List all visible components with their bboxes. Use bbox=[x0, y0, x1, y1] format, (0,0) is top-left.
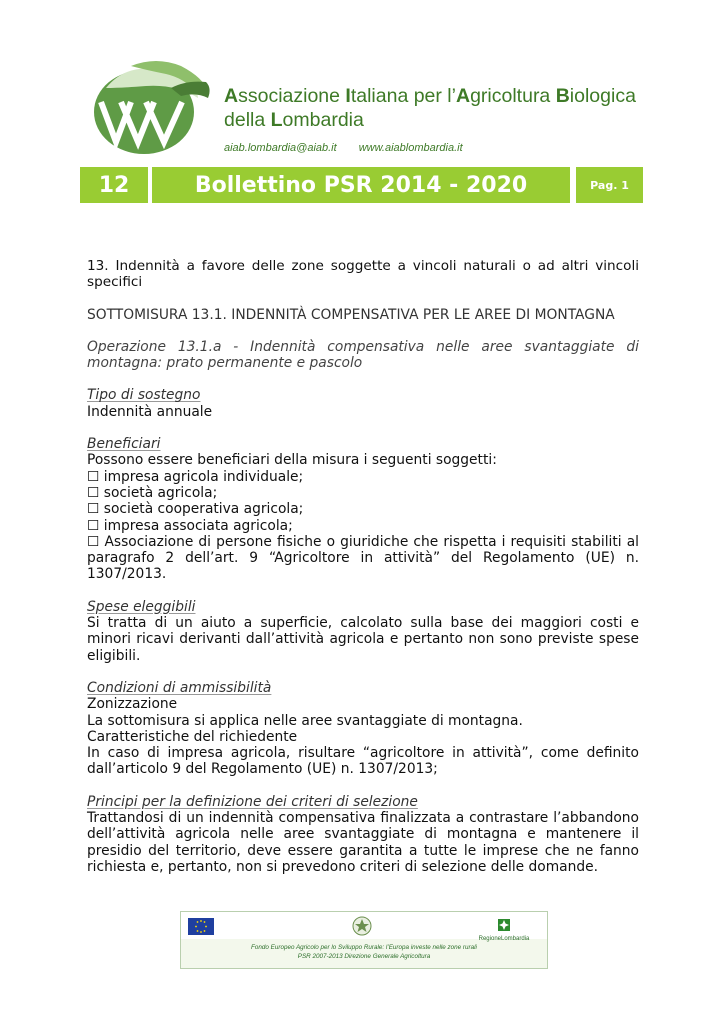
zoning-label: Zonizzazione bbox=[87, 696, 178, 713]
funding-footer bbox=[180, 911, 548, 969]
italian-republic-emblem-icon bbox=[352, 916, 372, 936]
regione-lombardia-logo bbox=[469, 916, 539, 942]
beneficiary-item: ☐ impresa associata agricola; bbox=[87, 517, 293, 534]
document-body bbox=[87, 258, 639, 875]
website-link[interactable]: www.aiablombardia.it bbox=[358, 142, 463, 154]
checkbox-icon: ☐ bbox=[87, 484, 100, 501]
bulletin-title: Bollettino PSR 2014 - 2020 bbox=[152, 167, 570, 203]
applicant-text: In caso di impresa agricola, risultare “agricoltore in attività”, come definito dall’articolo 9 del Regolamento (UE) n. 1307/2013; bbox=[87, 745, 639, 778]
eligible-costs-text: Si tratta di un aiuto a superficie, calcolato sulla base dei maggiori costi e minori ricavi derivanti dall’attività agricola e pertanto non sono previste spese eligibili. bbox=[87, 615, 639, 664]
beneficiary-item: ☐ Associazione di persone fisiche o giuridiche che rispetta i requisiti stabiliti al paragrafo 2 dell’art. 9 “Agricoltore in attività” del Regolamento (UE) n. 1307/2013. bbox=[87, 533, 639, 583]
operation-title: Operazione 13.1.a - Indennità compensativa nelle aree svantaggiate di montagna: prato permanente e pascolo bbox=[87, 338, 639, 372]
organization-header bbox=[224, 84, 664, 154]
beneficiary-item: ☐ impresa agricola individuale; bbox=[87, 468, 304, 485]
applicant-label: Caratteristiche del richiedente bbox=[87, 728, 298, 745]
eligible-costs-heading: Spese eleggibili bbox=[87, 598, 196, 615]
checkbox-icon: ☐ bbox=[87, 468, 100, 485]
checkbox-icon: ☐ bbox=[87, 517, 100, 534]
checkbox-icon: ☐ bbox=[87, 533, 100, 550]
regione-lombardia-icon bbox=[498, 919, 510, 931]
aiab-logo bbox=[86, 58, 216, 156]
funding-statement: Fondo Europeo Agricolo per lo Sviluppo Rurale: l’Europa investe nelle zone rurali PSR 2007-2013 Direzione Generale Agricoltura bbox=[251, 944, 477, 960]
conditions-heading: Condizioni di ammissibilità bbox=[87, 679, 272, 696]
issue-number: 12 bbox=[80, 167, 148, 203]
region-name: RegioneLombardia bbox=[478, 936, 530, 942]
email-link[interactable]: aiab.lombardia@aiab.it bbox=[224, 142, 337, 154]
selection-heading: Principi per la definizione dei criteri di selezione bbox=[87, 793, 418, 810]
eu-flag-icon bbox=[188, 918, 214, 935]
measure-title: 13. Indennità a favore delle zone soggette a vincoli naturali o ad altri vincoli specifici bbox=[87, 258, 639, 291]
selection-text: Trattandosi di un indennità compensativa finalizzata a contrastare l’abbandono dell’attività agricola nelle aree svantaggiate di montagna e mantenere il presidio del territorio, deve essere garantita a tutte le imprese che ne fanno richiesta e, pertanto, non si prevedono criteri di selezione delle domande. bbox=[87, 810, 639, 875]
support-type-text: Indennità annuale bbox=[87, 403, 213, 420]
beneficiary-item: ☐ società agricola; bbox=[87, 484, 218, 501]
zoning-text: La sottomisura si applica nelle aree svantaggiate di montagna. bbox=[87, 712, 523, 729]
submeasure-title: SOTTOMISURA 13.1. INDENNITÀ COMPENSATIVA PER LE AREE DI MONTAGNA bbox=[87, 306, 615, 323]
checkbox-icon: ☐ bbox=[87, 501, 100, 518]
page-number: Pag. 1 bbox=[576, 167, 643, 203]
beneficiary-item: ☐ società cooperativa agricola; bbox=[87, 501, 304, 518]
organization-name: Associazione Italiana per l’Agricoltura Biologica della Lombardia bbox=[224, 85, 636, 131]
support-type-heading: Tipo di sostegno bbox=[87, 387, 201, 404]
beneficiaries-heading: Beneficiari bbox=[87, 436, 161, 453]
organization-contacts bbox=[224, 142, 664, 154]
beneficiaries-intro: Possono essere beneficiari della misura i seguenti soggetti: bbox=[87, 452, 497, 469]
